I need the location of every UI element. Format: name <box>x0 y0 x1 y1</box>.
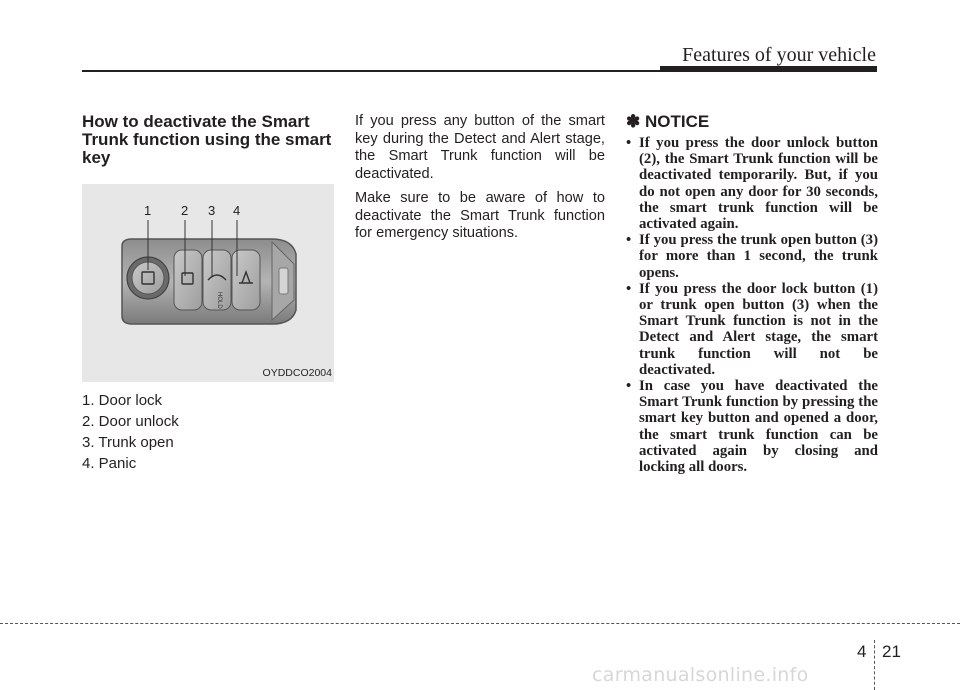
watermark: carmanualsonline.info <box>592 664 809 686</box>
notice-item <box>626 281 878 378</box>
left-column <box>82 113 334 474</box>
callout-4: 4 <box>233 203 241 218</box>
notice-list <box>626 135 878 475</box>
smart-key-illustration <box>82 184 334 382</box>
notice-item <box>626 232 878 281</box>
callout-1: 1 <box>144 203 152 218</box>
bullet: • <box>626 135 632 151</box>
header-rule <box>82 70 877 72</box>
notice-item-text: If you press the door unlock button (2), the Smart Trunk function will be deactivated temporarily. But, if you do not open any door for 30 seconds, the smart trunk function will be activated again. <box>639 135 878 233</box>
notice-item <box>626 378 878 475</box>
legend-item: 3. Trunk open <box>82 434 174 451</box>
legend-item: 2. Door unlock <box>82 413 179 430</box>
bullet: • <box>626 378 632 395</box>
section-header-title: Features of your vehicle <box>682 44 876 66</box>
smart-key-figure <box>82 184 334 382</box>
legend-item: 1. Door lock <box>82 392 163 409</box>
callout-2: 2 <box>181 203 189 218</box>
chapter-number: 4 <box>857 642 867 661</box>
notice-item-text: If you press the door lock button (1) or trunk open button (3) when the Smart Trunk function is not in the Detect and Alert stage, the smart trunk function will not be deactivated. <box>639 280 878 378</box>
body-paragraph: If you press any button of the smart key during the Detect and Alert stage, the Smart Trunk function will be deactivated. <box>355 113 605 182</box>
legend-item: 4. Panic <box>82 455 137 472</box>
notice-item <box>626 135 878 232</box>
notice-title: ✽ NOTICE <box>626 112 710 131</box>
footer-divider <box>874 640 875 690</box>
hold-label: HOLD <box>216 292 222 309</box>
notice-item-text: In case you have deactivated the Smart Trunk function by pressing the smart key button and opened a door, the smart trunk function can be activated again by closing and locking all doors. <box>639 378 878 476</box>
notice-box <box>626 113 878 475</box>
body-paragraph: Make sure to be aware of how to deactivate the Smart Trunk function for emergency situations. <box>355 190 605 241</box>
bullet: • <box>626 232 632 249</box>
section-heading: How to deactivate the Smart Trunk function using the smart key <box>82 112 332 167</box>
notice-item-text: If you press the trunk open button (3) for more than 1 second, the trunk opens. <box>639 232 878 281</box>
bullet: • <box>626 280 632 297</box>
footer-rule <box>0 623 960 624</box>
page-number: 21 <box>882 642 901 661</box>
middle-column <box>355 113 605 250</box>
callout-3: 3 <box>208 203 216 218</box>
figure-code: OYDDCO2004 <box>262 367 332 379</box>
button-legend <box>82 390 334 474</box>
